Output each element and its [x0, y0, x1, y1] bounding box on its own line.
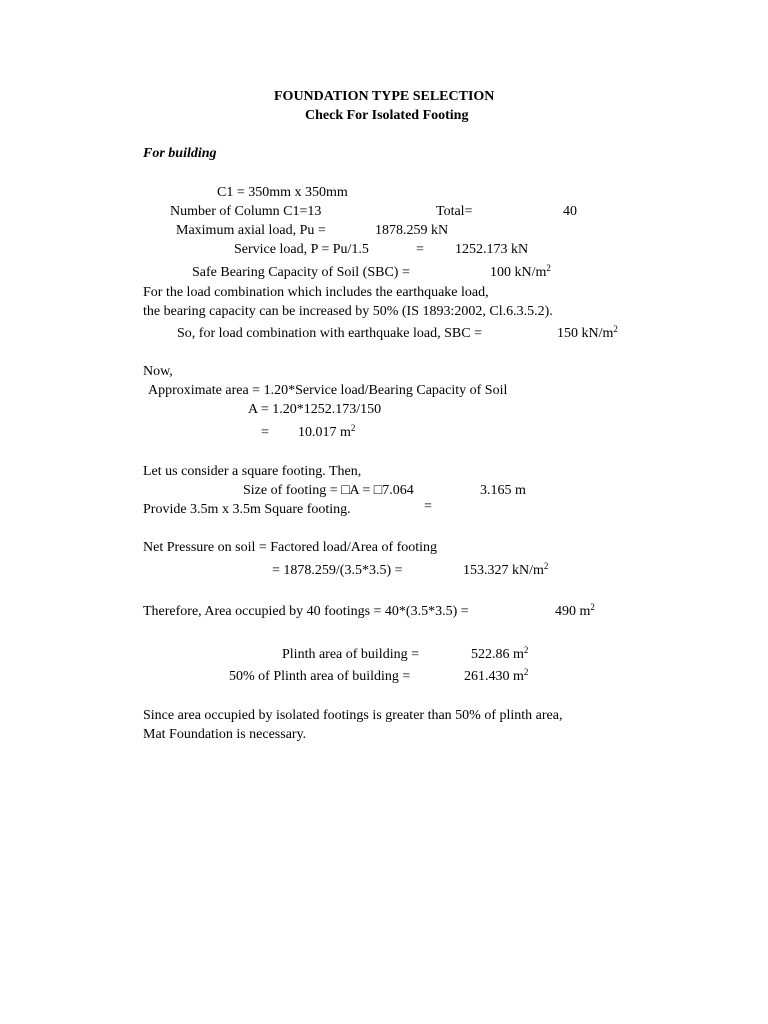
service-load-label: Service load, P = Pu/1.5 — [234, 242, 369, 257]
sbc-eq-label: So, for load combination with earthquake load, SBC = — [177, 326, 482, 341]
net-pressure-text: Net Pressure on soil = Factored load/Area of footing — [143, 540, 438, 555]
plinth-50-label: 50% of Plinth area of building = — [229, 669, 411, 684]
size-footing-label: Size of footing = □A = □7.064 — [243, 483, 414, 498]
service-load-eq: = — [416, 242, 424, 257]
size-footing-value: 3.165 m — [480, 483, 526, 498]
approx-area-text: Approximate area = 1.20*Service load/Bearing Capacity of Soil — [148, 383, 508, 398]
service-load-value: 1252.173 kN — [455, 242, 529, 257]
sbc-eq-value: 150 $kN/m^2$ — [557, 324, 618, 341]
num-columns-label: Number of Column C1=13 — [170, 204, 322, 219]
page-title: FOUNDATION TYPE SELECTION — [274, 89, 495, 104]
total-label: Total= — [436, 204, 473, 219]
page-subtitle: Check For Isolated Footing — [305, 108, 469, 123]
note-line-2: the bearing capacity can be increased by 50% (IS 1893:2002, Cl.6.3.5.2). — [143, 304, 553, 319]
note-line-1: For the load combination which includes the earthquake load, — [143, 285, 489, 300]
size-footing-eq: = — [424, 499, 432, 514]
sbc-label: Safe Bearing Capacity of Soil (SBC) = — [192, 265, 410, 280]
area-occupied-value: 490 $m^2$ — [555, 602, 595, 619]
net-pressure-calc: = 1878.259/(3.5*3.5) = — [272, 563, 403, 578]
net-pressure-value: 153.327 $kN/m^2$ — [463, 561, 549, 578]
provide-text: Provide 3.5m x 3.5m Square footing. — [143, 502, 351, 517]
total-value: 40 — [563, 204, 577, 219]
conclusion-line-1: Since area occupied by isolated footings is greater than 50% of plinth area, — [143, 708, 563, 723]
area-result-eq: = — [261, 425, 269, 440]
plinth-area-value: 522.86 $m^2$ — [471, 645, 529, 662]
area-formula: A = 1.20*1252.173/150 — [248, 402, 382, 417]
column-size: C1 = 350mm x 350mm — [217, 185, 348, 200]
consider-text: Let us consider a square footing. Then, — [143, 464, 362, 479]
plinth-area-label: Plinth area of building = — [282, 647, 419, 662]
area-result-value: 10.017 $m^2$ — [298, 423, 356, 440]
axial-load-value: 1878.259 kN — [375, 223, 449, 238]
sbc-value: 100 $kN/m^2$ — [490, 263, 551, 280]
section-heading: For building — [143, 146, 217, 161]
axial-load-label: Maximum axial load, Pu = — [176, 223, 326, 238]
plinth-50-value: 261.430 $m^2$ — [464, 667, 529, 684]
conclusion-line-2: Mat Foundation is necessary. — [143, 727, 307, 742]
now-text: Now, — [143, 364, 173, 379]
area-occupied-text: Therefore, Area occupied by 40 footings = 40*(3.5*3.5) = — [143, 604, 469, 619]
